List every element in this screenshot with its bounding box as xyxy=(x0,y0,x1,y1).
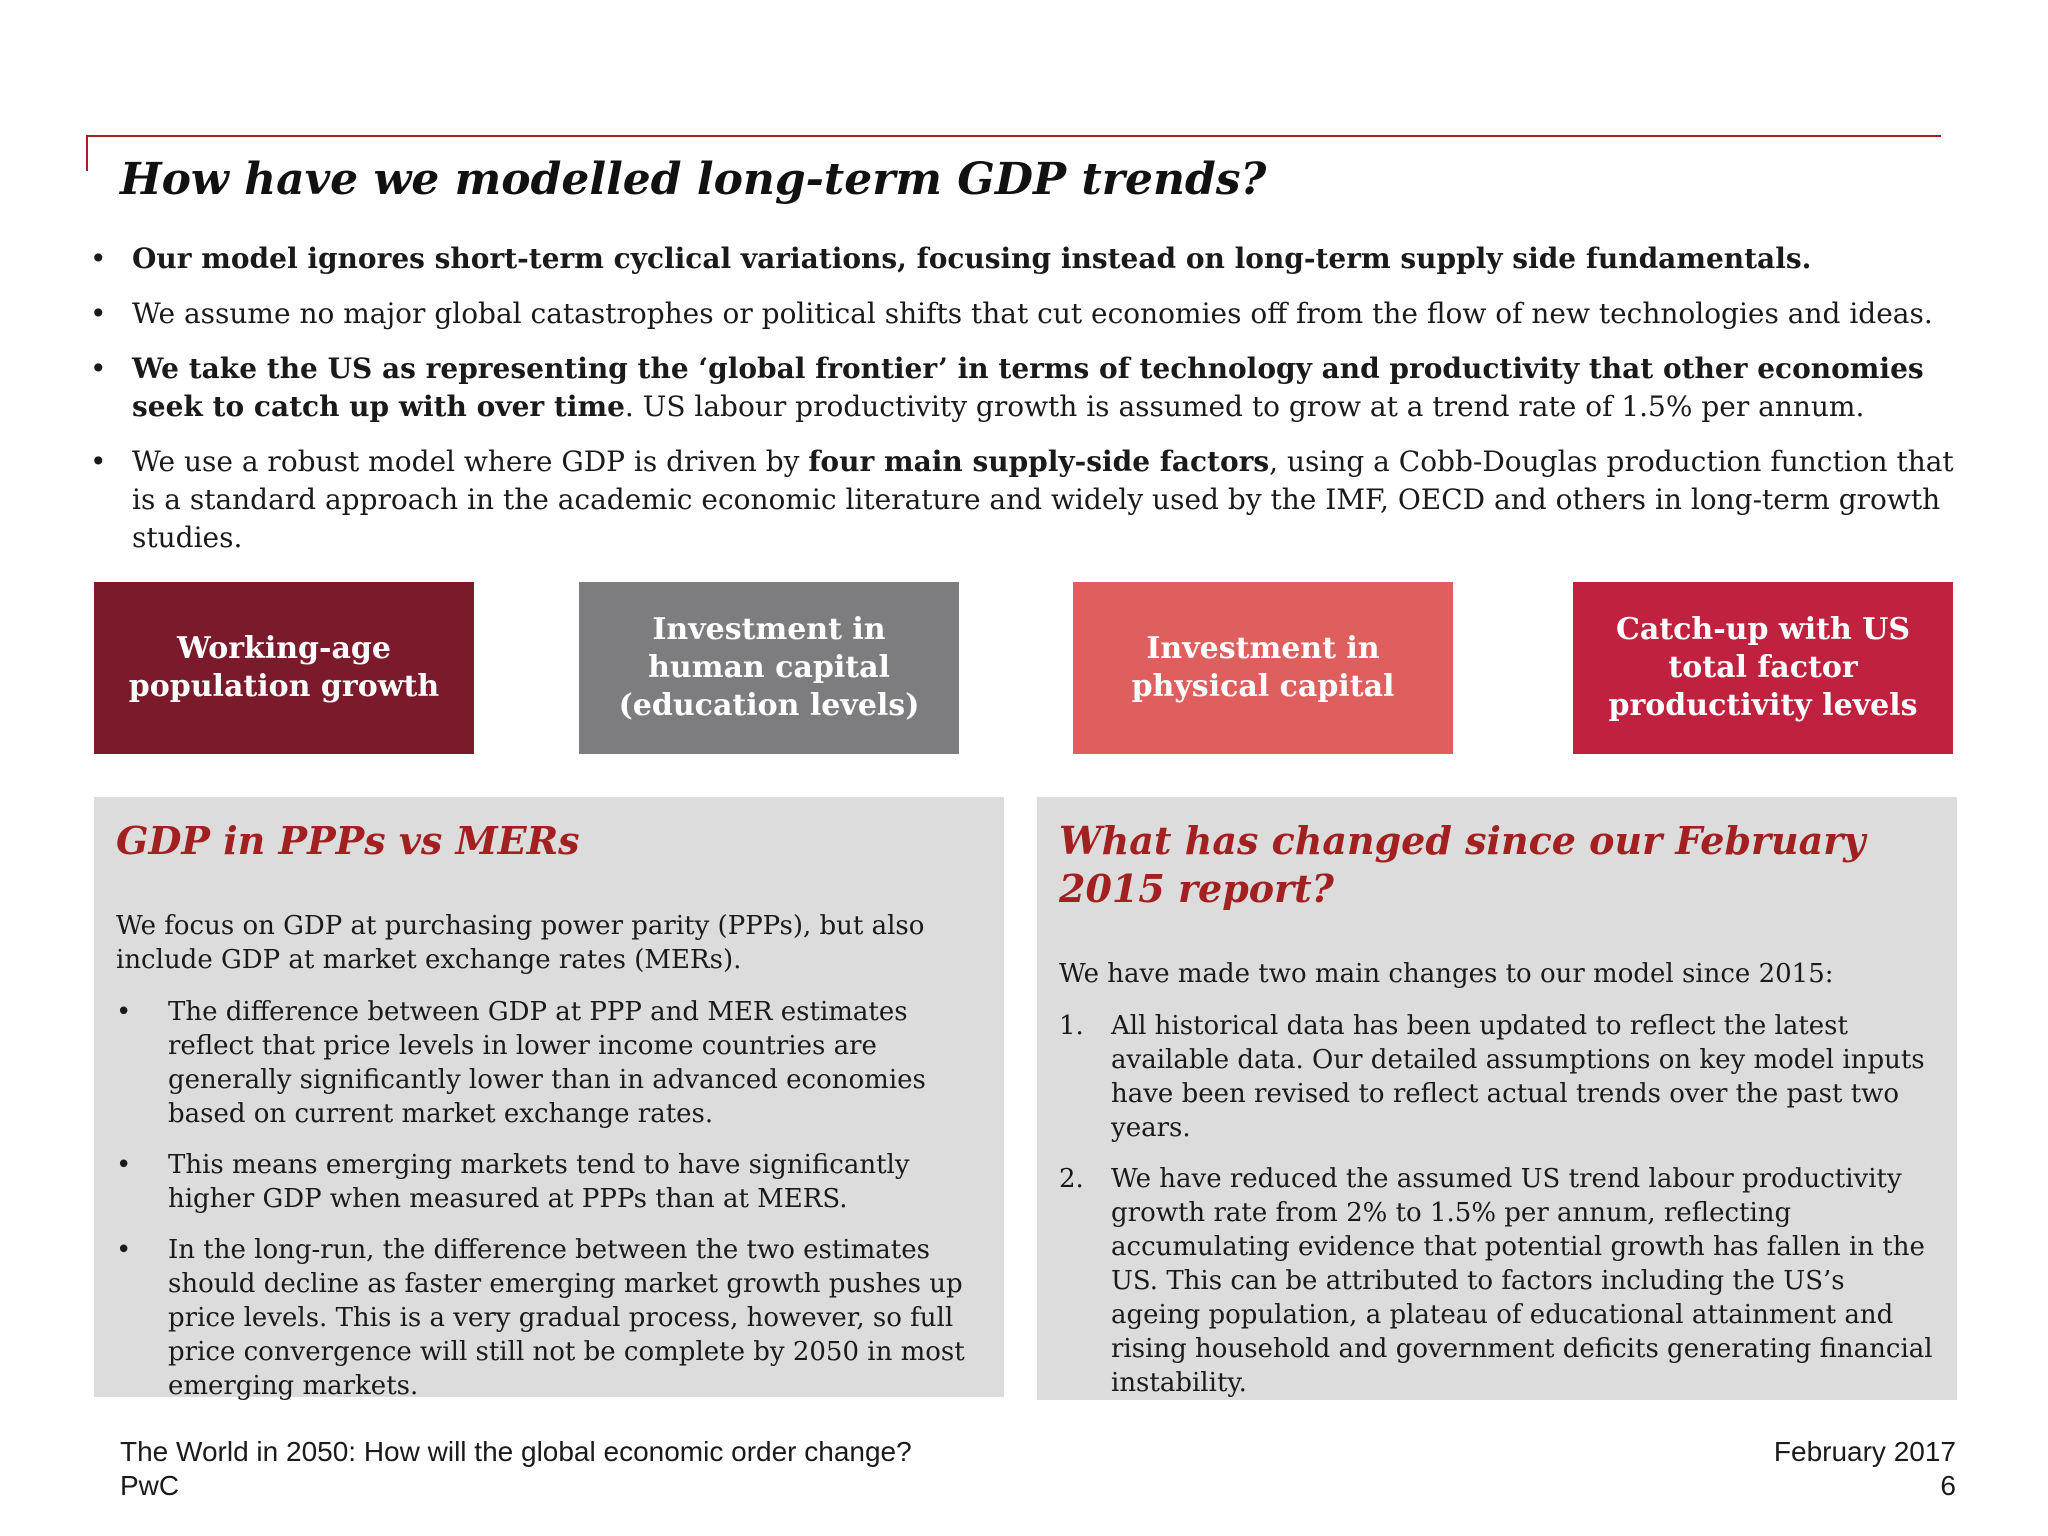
intro-bullet xyxy=(86,240,1966,278)
panel-numbered-list xyxy=(1059,1009,1935,1400)
panel-intro: We focus on GDP at purchasing power parity (PPPs), but also include GDP at market exchange rates (MERs). xyxy=(116,911,925,975)
page-number: 6 xyxy=(1940,1470,1956,1501)
bullet-text-lead: We use a robust model where GDP is driven by xyxy=(132,445,809,478)
footer-brand: PwC xyxy=(120,1470,180,1501)
panel-bullet-text: This means emerging markets tend to have significantly higher GDP when measured at PPPs than at MERS. xyxy=(168,1150,910,1214)
intro-bullet-list xyxy=(86,240,1966,574)
factor-label: Investment in physical capital xyxy=(1131,631,1395,704)
panel-bullet-text: The difference between GDP at PPP and MER estimates reflect that price levels in lower income countries are generally significantly lower than in advanced economies based on current market exchange rates. xyxy=(168,997,926,1129)
panel-numbered-item xyxy=(1059,1162,1935,1400)
panel-bullet xyxy=(116,1233,982,1403)
bullet-text: . US labour productivity growth is assumed to grow at a trend rate of 1.5% per annum. xyxy=(624,390,1865,423)
intro-bullet xyxy=(86,350,1966,426)
bullet-bold-text: four main supply-side factors xyxy=(808,445,1270,478)
factor-box-physical-capital xyxy=(1073,582,1453,754)
panel-title: What has changed since our February 2015 report? xyxy=(1059,818,1866,911)
factor-label: Catch-up with US total factor productivity levels xyxy=(1608,612,1918,723)
panel-item-text: We have reduced the assumed US trend labour productivity growth rate from 2% to 1.5% per annum, reflecting accumulating evidence that potential growth has fallen in the US. This can be attributed to factors including the US’s ageing population, a plateau of educational attainment and rising household and government deficits generating financial instability. xyxy=(1111,1164,1933,1398)
bullet-bold-text: Our model ignores short-term cyclical variations, focusing instead on long-term supply side fundamentals. xyxy=(132,242,1812,275)
bullet-bold-text: We take the US as representing the ‘global frontier’ in terms of technology and productivity that other economies seek to catch up with over time xyxy=(132,352,1924,423)
panel-intro: We have made two main changes to our model since 2015: xyxy=(1059,959,1834,989)
panel-bullet-list xyxy=(116,995,982,1403)
panel-title: GDP in PPPs vs MERs xyxy=(116,818,580,863)
bullet-icon: • xyxy=(90,445,107,478)
bullet-icon: • xyxy=(116,1235,132,1265)
panel-bullet-text: In the long-run, the difference between the two estimates should decline as faster emerging market growth pushes up price levels. This is a very gradual process, however, so full price convergence will still not be complete by 2050 in most emerging markets. xyxy=(168,1235,965,1401)
footer-left xyxy=(120,1435,912,1503)
bullet-icon: • xyxy=(90,242,107,275)
panel-item-text: All historical data has been updated to reflect the latest available data. Our detailed assumptions on key model inputs have been revised to reflect actual trends over the past two years. xyxy=(1111,1011,1925,1143)
footer-report-title: The World in 2050: How will the global economic order change? xyxy=(120,1436,912,1467)
bullet-text: , using a Cobb-Douglas production function that is a standard approach in the academic economic literature and widely used by the IMF, OECD and others in long-term growth studies. xyxy=(132,445,1954,554)
bullet-icon: • xyxy=(90,352,107,385)
panel-numbered-item xyxy=(1059,1009,1935,1145)
bullet-icon: • xyxy=(90,297,107,330)
footer-date: February 2017 xyxy=(1773,1436,1956,1467)
changes-since-2015-panel xyxy=(1037,797,1957,1400)
item-number: 1. xyxy=(1059,1011,1084,1041)
panel-bullet xyxy=(116,995,982,1131)
factor-box-tfp-catch-up xyxy=(1573,582,1953,754)
ppp-vs-mer-panel xyxy=(94,797,1004,1401)
bullet-icon: • xyxy=(116,997,132,1027)
factor-label: Working-age population growth xyxy=(128,631,440,704)
factor-box-human-capital xyxy=(579,582,959,754)
header-rule xyxy=(86,135,1941,137)
footer-right xyxy=(1774,1435,1956,1503)
factor-label: Investment in human capital (education levels) xyxy=(618,612,920,723)
intro-bullet xyxy=(86,443,1966,557)
panel-bullet xyxy=(116,1148,982,1216)
intro-bullet xyxy=(86,295,1966,333)
header-rule-corner xyxy=(86,135,88,171)
page-title: How have we modelled long-term GDP trends? xyxy=(120,154,1267,205)
bullet-icon: • xyxy=(116,1150,132,1180)
factor-box-working-age-population xyxy=(94,582,474,754)
item-number: 2. xyxy=(1059,1164,1084,1194)
bullet-text: We assume no major global catastrophes or political shifts that cut economies off from the flow of new technologies and ideas. xyxy=(132,297,1933,330)
